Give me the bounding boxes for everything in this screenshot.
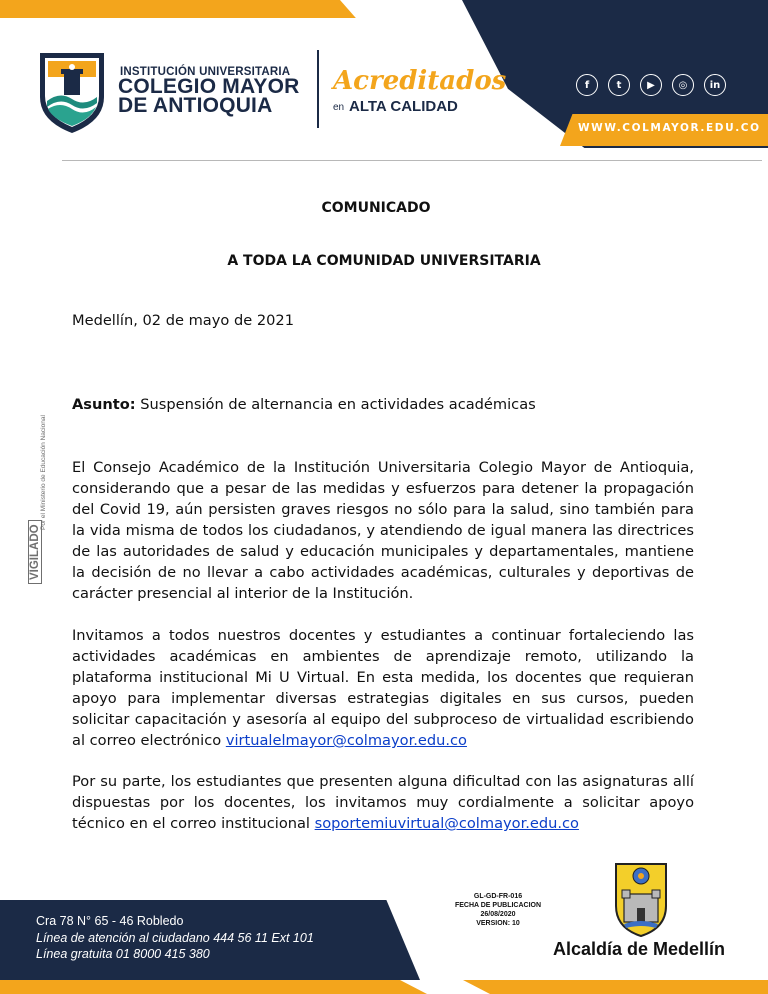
instagram-icon[interactable]: ◎ (672, 74, 694, 96)
institution-name-line3: DE ANTIOQUIA (118, 94, 273, 117)
accreditation-title: Acreditados (333, 66, 507, 96)
document-title: COMUNICADO (321, 200, 431, 216)
form-code: GL-GD-FR-016 (473, 893, 523, 900)
linkedin-icon[interactable]: in (704, 74, 726, 96)
form-version: VERSION: 10 (476, 920, 520, 927)
ministry-label: Por el Ministerio de Educación Nacional (40, 415, 47, 530)
paragraph-3-text: Por su parte, los estudiantes que presenten alguna dificultad con las asignaturas allí dispuestas por los docentes, los invitamos muy cordialmente a solicitar apoyo técnico en el correo institucional (72, 773, 694, 832)
institution-name-line1: INSTITUCIÓN UNIVERSITARIA (120, 66, 291, 78)
paragraph-1: El Consejo Académico de la Institución Universitaria Colegio Mayor de Antioquia, considerando que a pesar de las medidas y esfuerzos para detener la propagación del Covid 19, aún persisten graves riesgos no sólo para la salud, sino también para la vida misma de todos los ciudadanos, y atendiendo de igual manera las directrices de las autoridades de salud y educación municipales y departamentales, mantiene la decisión de no llevar a cabo actividades académicas, culturales y deportivas de carácter presencial al interior de la Institución. (72, 459, 694, 602)
social-links (576, 74, 726, 96)
paragraph-2 (72, 625, 694, 751)
subject-label: Asunto: (72, 396, 136, 413)
facebook-icon[interactable]: f (576, 74, 598, 96)
footer-free-line: Línea gratuita 01 8000 415 380 (36, 947, 210, 961)
email-link-virtual[interactable]: virtualelmayor@colmayor.edu.co (225, 732, 467, 749)
footer-address: Cra 78 N° 65 - 46 Robledo (36, 914, 184, 928)
twitter-icon[interactable]: t (608, 74, 630, 96)
publication-label: FECHA DE PUBLICACION (454, 902, 542, 909)
header-divider (62, 160, 762, 161)
vigilado-watermark (29, 398, 54, 594)
document-date: Medellín, 02 de mayo de 2021 (72, 312, 294, 329)
subject-text: Suspensión de alternancia en actividades académicas (135, 396, 536, 413)
institution-name-line2: COLEGIO MAYOR (118, 75, 300, 98)
footer-phone: Línea de atención al ciudadano 444 56 11 Ext 101 (36, 931, 314, 945)
document-subject (72, 394, 694, 415)
website-link[interactable]: WWW.COLMAYOR.EDU.CO (578, 122, 761, 134)
accreditation-quality: ALTA CALIDAD (349, 98, 458, 115)
vigilado-label: VIGILADO (28, 520, 42, 584)
publication-date: 26/08/2020 (480, 911, 516, 918)
document-recipient: A TODA LA COMUNIDAD UNIVERSITARIA (227, 253, 541, 269)
logo-divider (317, 50, 319, 128)
institution-shield-logo (36, 47, 108, 135)
header-band-cut (340, 0, 472, 18)
form-code-block (430, 892, 566, 928)
accreditation-en: en (333, 102, 345, 113)
medellin-coat-of-arms (610, 858, 672, 938)
footer-orange-band (0, 980, 768, 994)
paragraph-2-text: Invitamos a todos nuestros docentes y estudiantes a continuar fortaleciendo las actividades académicas en ambientes de aprendizaje remoto, utilizando la plataforma institucional Mi U Virtual. En esta medida, los docentes que requieran apoyo para implementar diversas estrategias digitales en sus cursos, pueden solicitar capacitación y asesoría al equipo del subproceso de virtualidad escribiendo al correo electrónico (72, 627, 694, 749)
email-link-support[interactable]: soportemiuvirtual@colmayor.edu.co (314, 815, 579, 832)
paragraph-3 (72, 771, 694, 834)
youtube-icon[interactable]: ▶ (640, 74, 662, 96)
alcaldia-logo-text: Alcaldía de Medellín (553, 939, 726, 959)
